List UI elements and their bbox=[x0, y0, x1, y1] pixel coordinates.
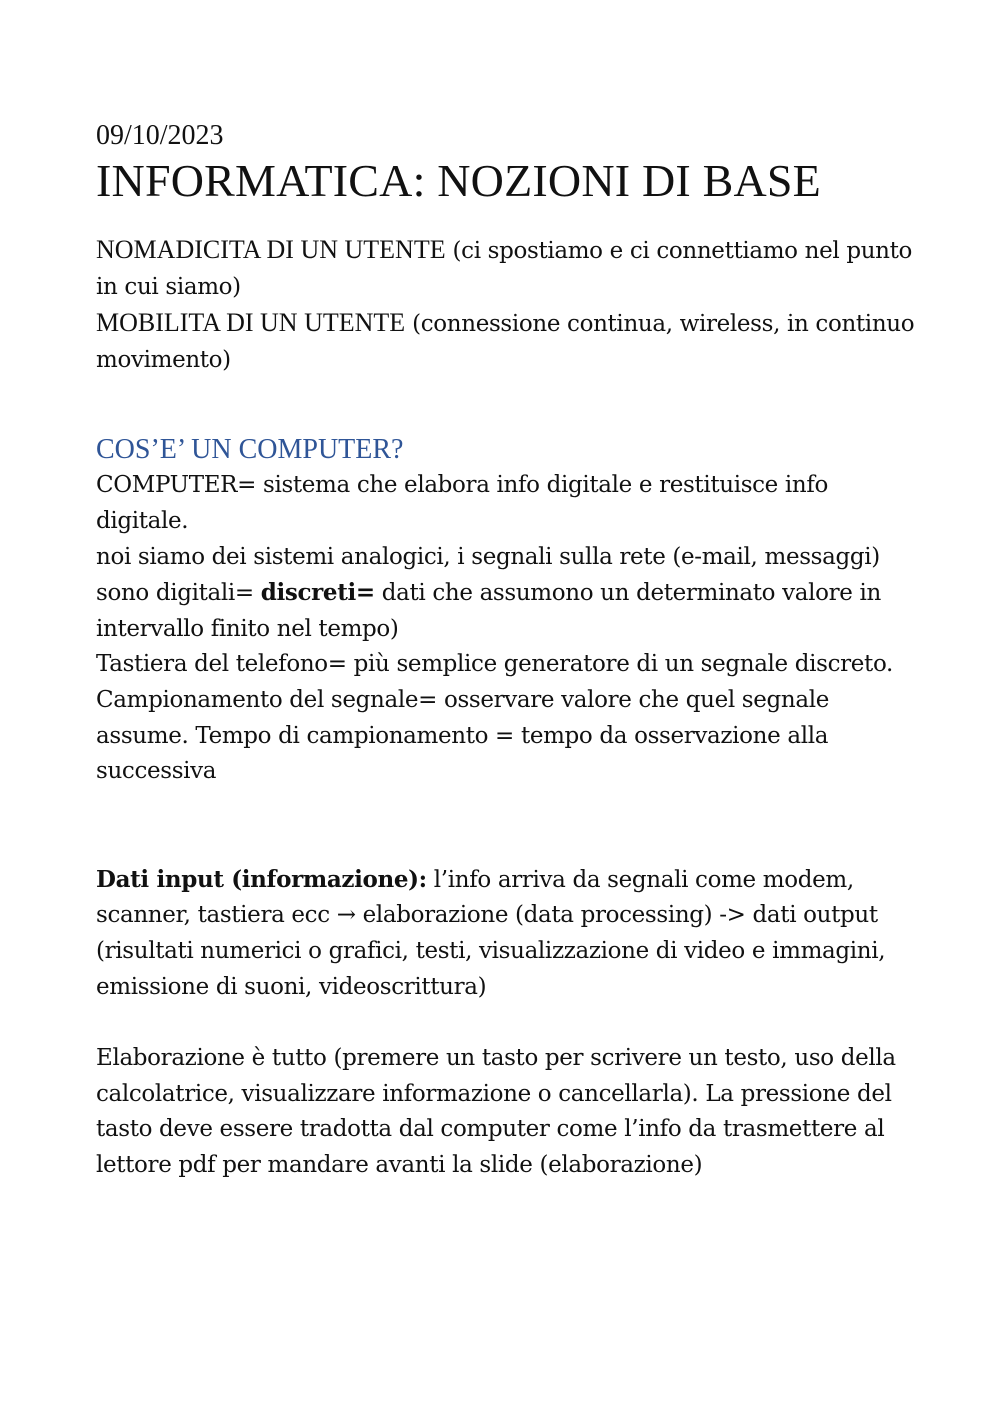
computer-definition: COMPUTER= sistema che elabora info digitale e restituisce info digitale. bbox=[96, 472, 829, 534]
intro-paragraph bbox=[96, 232, 926, 378]
nomadicita-definition: (ci spostiamo e ci connettiamo nel punto in cui siamo) bbox=[96, 238, 913, 300]
dati-input-text: l’info arriva da segnali come modem, scanner, tastiera ecc → elaborazione (data processing) -> dati output (risultati numerici o grafici, testi, visualizzazione di video e immagini, emissione di suoni, videoscrittura) bbox=[96, 866, 886, 1000]
section-heading-computer: COS’E’ UN COMPUTER? bbox=[96, 434, 404, 466]
discreti-term: discreti= bbox=[260, 579, 375, 607]
spacer bbox=[96, 378, 926, 432]
spacer bbox=[96, 1005, 926, 1041]
analog-digital-text: noi siamo dei sistemi analogici, i segnali sulla rete (e-mail, messaggi) sono digitali= bbox=[96, 543, 880, 607]
spacer bbox=[96, 208, 926, 232]
document-title: INFORMATICA: NOZIONI DI BASE bbox=[96, 155, 821, 206]
mobilita-definition: (connessione continua, wireless, in continuo movimento) bbox=[96, 311, 915, 373]
spacer bbox=[96, 790, 926, 862]
dati-input-paragraph bbox=[96, 862, 926, 1005]
discreti-definition: dati che assumono un determinato valore in intervallo finito nel tempo) bbox=[96, 580, 881, 642]
tastiera-paragraph: Tastiera del telefono= più semplice generatore di un segnale discreto. bbox=[96, 651, 893, 678]
document-page bbox=[96, 118, 926, 1183]
elaborazione-paragraph: Elaborazione è tutto (premere un tasto per scrivere un testo, uso della calcolatrice, visualizzare informazione o cancellarla). La pressione del tasto deve essere tradotta dal computer come l’info da trasmettere al lettore pdf per mandare avanti la slide (elaborazione) bbox=[96, 1045, 896, 1178]
mobilita-term: MOBILITA DI UN UTENTE bbox=[96, 308, 406, 338]
dati-input-term: Dati input (informazione): bbox=[96, 865, 427, 893]
document-date: 09/10/2023 bbox=[96, 120, 224, 151]
nomadicita-term: NOMADICITA DI UN UTENTE bbox=[96, 235, 446, 264]
campionamento-paragraph: Campionamento del segnale= osservare valore che quel segnale assume. Tempo di campionamento = tempo da osservazione alla successiva bbox=[96, 686, 829, 785]
analog-digital-paragraph bbox=[96, 540, 926, 648]
